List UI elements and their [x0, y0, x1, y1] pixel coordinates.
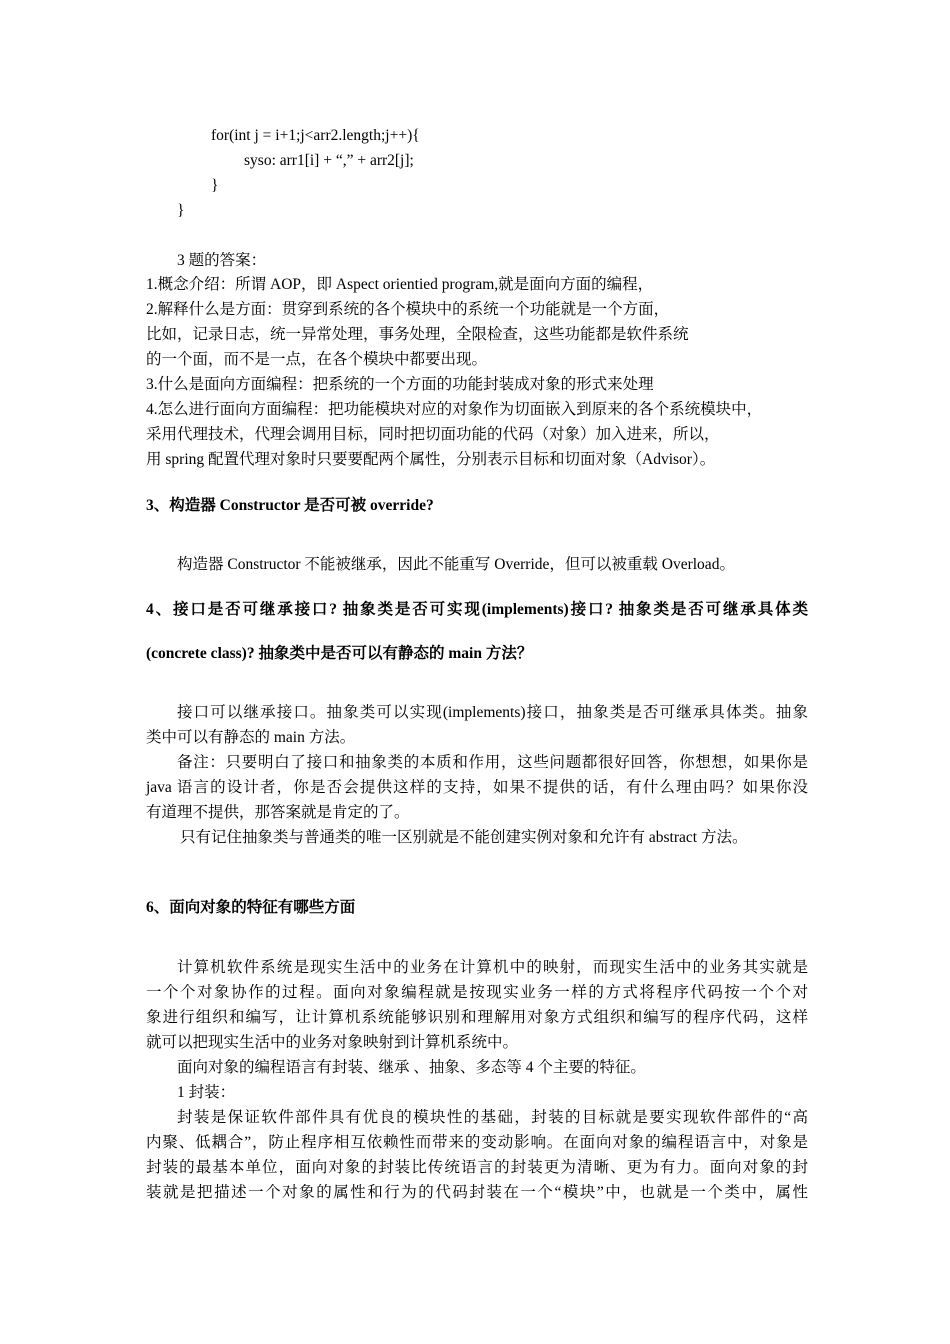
q6-p4-line-4: 装就是把描述一个对象的属性和行为的代码封装在一个“模块”中，也就是一个类中，属性	[146, 1184, 808, 1201]
q6-p2: 面向对象的编程语言有封装、继承 、抽象、多态等 4 个主要的特征。	[177, 1059, 646, 1076]
q4-heading-line-1: 4、接口是否可继承接口? 抽象类是否可实现(implements)接口? 抽象类是否可继承具体类	[146, 601, 808, 618]
q4-p2-line-1: 备注：只要明白了接口和抽象类的本质和作用，这些问题都很好回答，你想想，如果你是	[177, 754, 808, 771]
q6-p4-line-3: 封装的最基本单位，面向对象的封装比传统语言的封装更为清晰、更为有力。面向对象的封	[146, 1159, 808, 1176]
code-line-3: }	[211, 177, 219, 194]
aop-line-4: 的一个面，而不是一点，在各个模块中都要出现。	[146, 351, 488, 368]
q6-heading: 6、面向对象的特征有哪些方面	[146, 899, 356, 916]
q4-p1-line-2: 类中可以有静态的 main 方法。	[146, 729, 356, 746]
q6-p4-line-1: 封装是保证软件部件具有优良的模块性的基础，封装的目标就是要实现软件部件的“高	[177, 1109, 808, 1126]
q3-answer: 构造器 Constructor 不能被继承，因此不能重写 Override，但可以被重载 Overload。	[177, 556, 735, 573]
q4-p1-line-1: 接口可以继承接口。抽象类可以实现(implements)接口，抽象类是否可继承具体类。抽象	[177, 704, 808, 721]
q4-p3: 只有记住抽象类与普通类的唯一区别就是不能创建实例对象和允许有 abstract 方法。	[180, 829, 748, 846]
q3-heading: 3、构造器 Constructor 是否可被 override?	[146, 497, 434, 514]
q6-p1-line-1: 计算机软件系统是现实生活中的业务在计算机中的映射，而现实生活中的业务其实就是	[177, 959, 808, 976]
aop-line-2: 2.解释什么是方面：贯穿到系统的各个模块中的系统一个功能就是一个方面，	[146, 301, 670, 318]
code-line-2: syso: arr1[i] + “,” + arr2[j];	[244, 152, 414, 169]
q6-p1-line-2: 一个个对象协作的过程。面向对象编程就是按现实业务一样的方式将程序代码按一个个对	[146, 984, 808, 1001]
q6-p4-line-2: 内聚、低耦合”，防止程序相互依赖性而带来的变动影响。在面向对象的编程语言中，对象是	[146, 1134, 808, 1151]
aop-line-6: 4.怎么进行面向方面编程：把功能模块对应的对象作为切面嵌入到原来的各个系统模块中，	[146, 401, 763, 418]
aop-line-8: 用 spring 配置代理对象时只要要配两个属性，分别表示目标和切面对象（Advisor）。	[146, 451, 716, 468]
aop-line-7: 采用代理技术，代理会调用目标，同时把切面功能的代码（对象）加入进来，所以，	[146, 426, 720, 443]
q6-p3: 1 封装：	[177, 1084, 236, 1101]
q4-p2-line-2: java 语言的设计者，你是否会提供这样的支持，如果不提供的话，有什么理由吗？如果你没	[146, 779, 808, 796]
q4-heading-line-2: (concrete class)? 抽象类中是否可以有静态的 main 方法？	[146, 645, 533, 662]
aop-line-1: 1.概念介绍：所谓 AOP，即 Aspect orientied program,就是面向方面的编程，	[146, 276, 654, 293]
code-line-4: }	[177, 202, 185, 219]
q4-p2-line-3: 有道理不提供，那答案就是肯定的了。	[146, 804, 410, 821]
aop-line-5: 3.什么是面向方面编程：把系统的一个方面的功能封装成对象的形式来处理	[146, 376, 654, 393]
code-line-1: for(int j = i+1;j<arr2.length;j++){	[211, 127, 420, 144]
aop-line-3: 比如，记录日志，统一异常处理，事务处理，全限检查，这些功能都是软件系统	[146, 326, 689, 343]
q6-p1-line-3: 象进行组织和编写，让计算机系统能够识别和理解用对象方式组织和编写的程序代码，这样	[146, 1009, 808, 1026]
q6-p1-line-4: 就可以把现实生活中的业务对象映射到计算机系统中。	[146, 1034, 519, 1051]
aop-title: 3 题的答案：	[177, 252, 267, 269]
